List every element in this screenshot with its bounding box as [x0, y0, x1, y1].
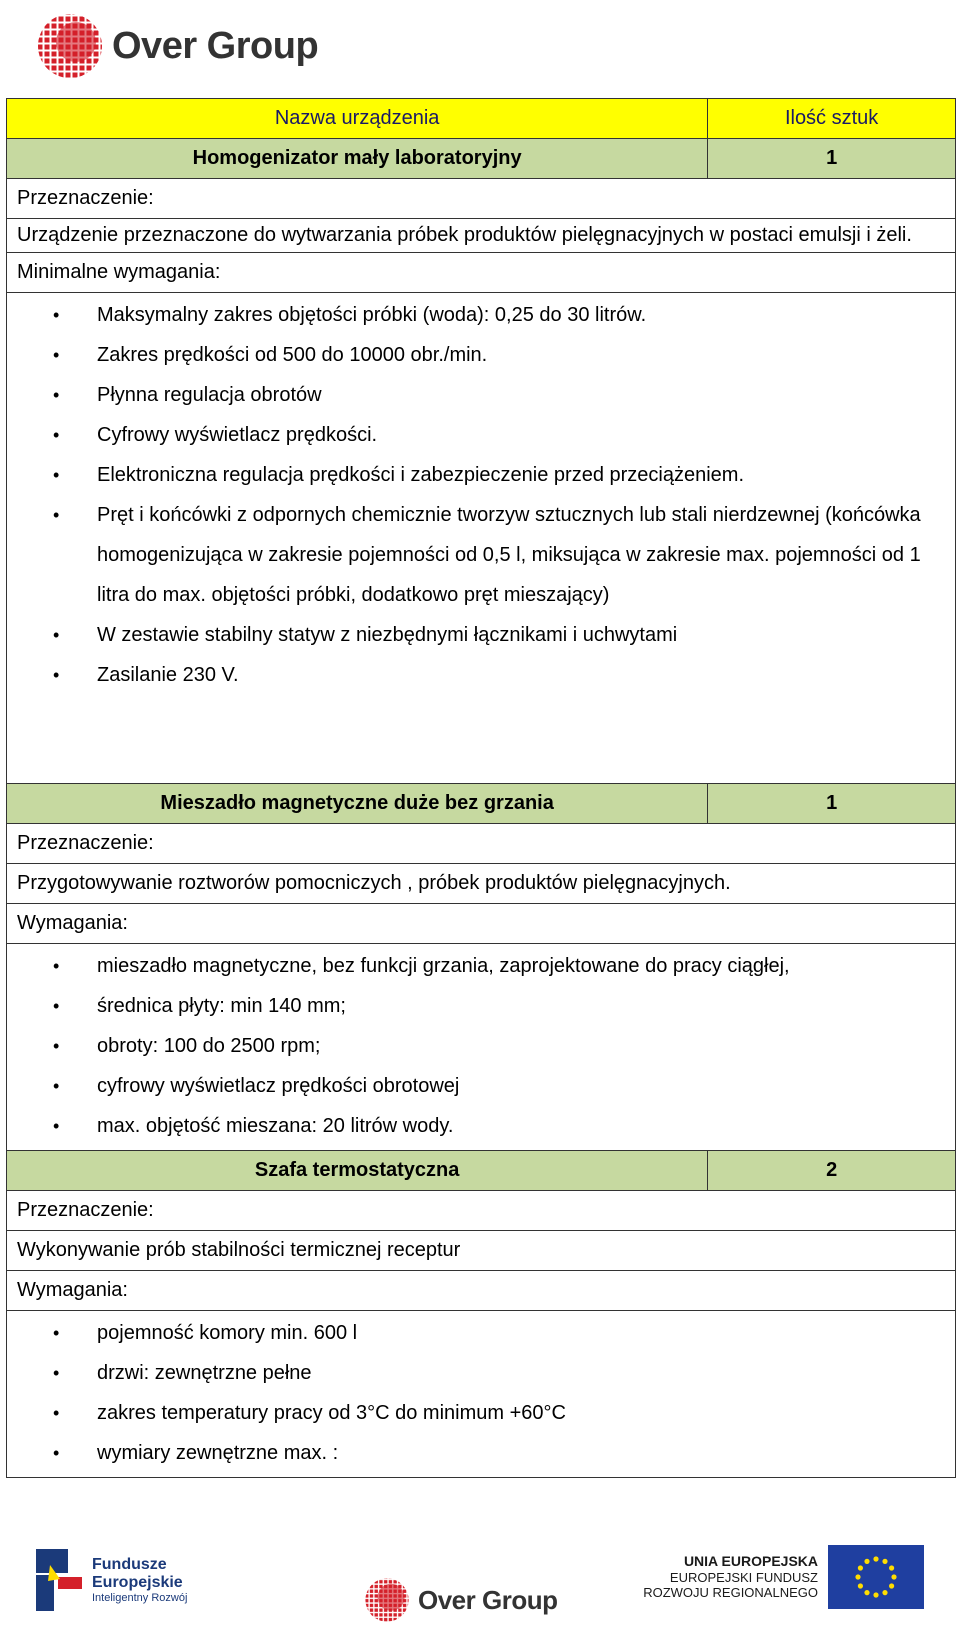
- eu-flag-icon: [828, 1545, 924, 1609]
- requirements-list: [17, 946, 945, 1146]
- equipment-table: [6, 98, 956, 1478]
- over-group-globe-icon: [360, 1575, 410, 1625]
- over-group-globe-icon: [30, 9, 104, 83]
- over-group-footer-text: Over Group: [418, 1584, 558, 1615]
- list-item: • zakres temperatury pracy od 3°C do minimum +60°C: [17, 1393, 945, 1433]
- item-name: Mieszadło magnetyczne duże bez grzania: [7, 784, 708, 824]
- requirements-cell: [7, 944, 956, 1151]
- list-item: • W zestawie stabilny statyw z niezbędnymi łącznikami i uchwytami: [17, 615, 945, 655]
- list-item: • wymiary zewnętrzne max. :: [17, 1433, 945, 1473]
- purpose-label: Przeznaczenie:: [7, 1191, 956, 1231]
- item-name-row: [7, 1151, 956, 1191]
- requirements-cell: [7, 293, 956, 784]
- item-name-row: [7, 784, 956, 824]
- purpose-label: Przeznaczenie:: [7, 824, 956, 864]
- list-item: • max. objętość mieszana: 20 litrów wody.: [17, 1106, 945, 1146]
- item-qty: 2: [708, 1151, 956, 1191]
- requirements-list: [17, 295, 945, 695]
- list-item: • cyfrowy wyświetlacz prędkości obrotowej: [17, 1066, 945, 1106]
- purpose-text: Wykonywanie prób stabilności termicznej receptur: [7, 1231, 956, 1271]
- table-header-row: [7, 99, 956, 139]
- list-item: • średnica płyty: min 140 mm;: [17, 986, 945, 1026]
- over-group-logo-text: Over Group: [112, 24, 319, 67]
- item-name: Homogenizator mały laboratoryjny: [7, 139, 708, 179]
- fe-star-icon: [36, 1549, 82, 1611]
- list-item: • obroty: 100 do 2500 rpm;: [17, 1026, 945, 1066]
- list-item: • Elektroniczna regulacja prędkości i zabezpieczenie przed przeciążeniem.: [17, 455, 945, 495]
- list-item: • Płynna regulacja obrotów: [17, 375, 945, 415]
- col-header-qty: Ilość sztuk: [708, 99, 956, 139]
- fe-line3: Inteligentny Rozwój: [92, 1591, 188, 1604]
- footer-logos: [0, 1535, 960, 1630]
- fundusze-europejskie-logo: [36, 1549, 187, 1611]
- list-item: • Cyfrowy wyświetlacz prędkości.: [17, 415, 945, 455]
- over-group-footer-logo: [360, 1575, 557, 1625]
- eu-logo: [643, 1545, 924, 1609]
- col-header-name: Nazwa urządzenia: [7, 99, 708, 139]
- fe-line2: Europejskie: [92, 1573, 183, 1591]
- requirements-label: Wymagania:: [7, 1271, 956, 1311]
- requirements-cell: [7, 1311, 956, 1478]
- list-item: • mieszadło magnetyczne, bez funkcji grzania, zaprojektowane do pracy ciągłej,: [17, 946, 945, 986]
- ue-line1: UNIA EUROPEJSKA: [683, 1553, 818, 1569]
- item-qty: 1: [708, 139, 956, 179]
- list-item: • pojemność komory min. 600 l: [17, 1313, 945, 1353]
- fe-line1: Fundusze: [92, 1556, 167, 1574]
- over-group-logo: [30, 6, 318, 86]
- purpose-text: Urządzenie przeznaczone do wytwarzania próbek produktów pielęgnacyjnych w postaci emulsji i żeli.: [7, 219, 956, 253]
- list-item: • Pręt i końcówki z odpornych chemicznie tworzyw sztucznych lub stali nierdzewnej (końcówka homogenizująca w zakresie pojemności od 0,5 l, miksująca w zakresie max. pojemności od 1 litra do max. objętości próbki, dodatkowo pręt mieszający): [17, 495, 945, 615]
- item-name: Szafa termostatyczna: [7, 1151, 708, 1191]
- requirements-list: [17, 1313, 945, 1473]
- list-item: • Maksymalny zakres objętości próbki (woda): 0,25 do 30 litrów.: [17, 295, 945, 335]
- list-item: • Zasilanie 230 V.: [17, 655, 945, 695]
- item-qty: 1: [708, 784, 956, 824]
- item-name-row: [7, 139, 956, 179]
- list-item: • Zakres prędkości od 500 do 10000 obr./min.: [17, 335, 945, 375]
- ue-line2: EUROPEJSKI FUNDUSZ: [669, 1569, 818, 1585]
- purpose-text: Przygotowywanie roztworów pomocniczych , próbek produktów pielęgnacyjnych.: [7, 864, 956, 904]
- purpose-label: Przeznaczenie:: [7, 179, 956, 219]
- list-item: • drzwi: zewnętrzne pełne: [17, 1353, 945, 1393]
- requirements-label: Wymagania:: [7, 904, 956, 944]
- requirements-label: Minimalne wymagania:: [7, 253, 956, 293]
- ue-line3: ROZWOJU REGIONALNEGO: [643, 1585, 818, 1601]
